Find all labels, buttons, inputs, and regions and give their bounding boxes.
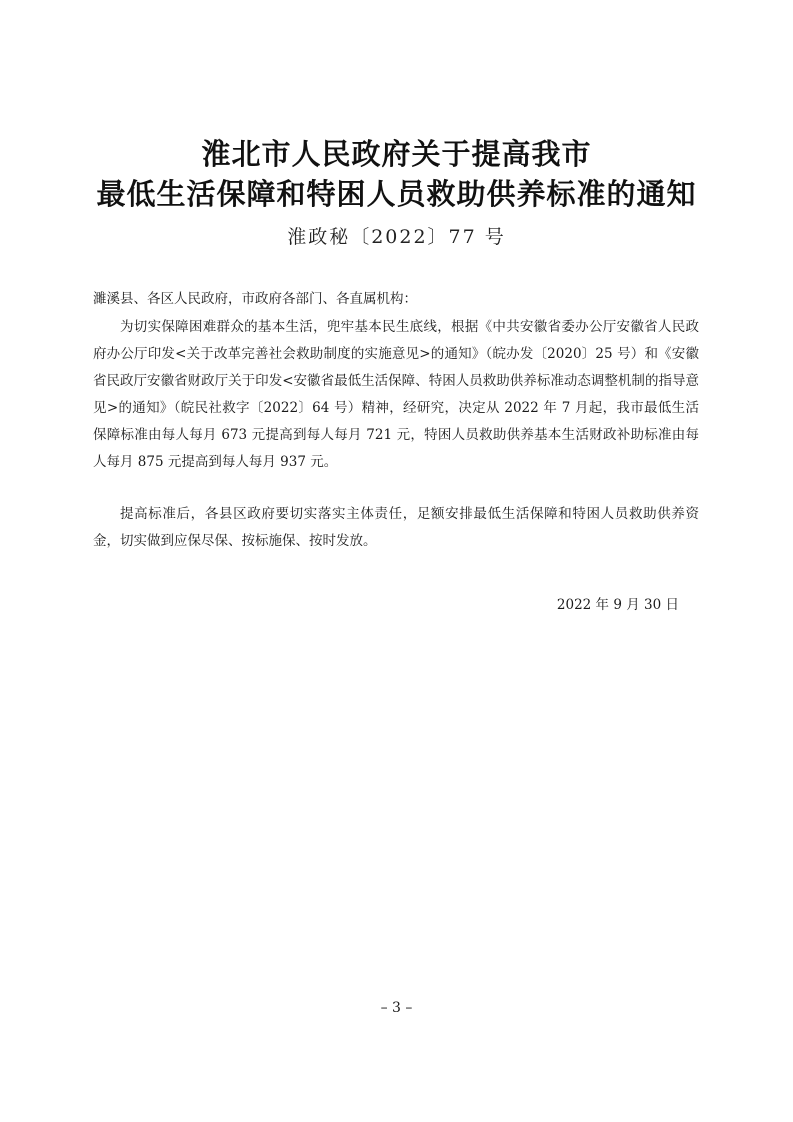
salutation: 濉溪县、各区人民政府，市政府各部门、各直属机构： (93, 291, 417, 307)
document-title-line-1: 淮北市人民政府关于提高我市 (201, 137, 592, 171)
paragraph-main: 为切实保障困难群众的基本生活，兜牢基本民生底线，根据《中共安徽省委办公厅安徽省人民政府办公厅印发<关于改革完善社会救助制度的实施意见>的通知》（皖办发〔2020〕25 号）和《安徽省民政厅安徽省财政厅关于印发<安徽省最低生活保障、特困人员救助供养标准动态调整机制的指导意见>的通知》（皖民社救字〔2022〕64 号）精神，经研究，决定从 2022 年 7 月起，我市最低生活保障标准由每人每月 673 元提高到每人每月 721 元，特困人员救助供养基本生活财政补助标准由每人每月 875 元提高到每人每月 937 元。 (93, 319, 699, 470)
paragraph-requirements: 提高标准后，各县区政府要切实落实主体责任，足额安排最低生活保障和特困人员救助供养资金，切实做到应保尽保、按标施保、按时发放。 (93, 506, 699, 549)
issue-date: 2022 年 9 月 30 日 (556, 597, 679, 613)
document-title-line-2: 最低生活保障和特困人员救助供养标准的通知 (96, 177, 697, 211)
document-number: 淮政秘〔2022〕77 号 (287, 226, 506, 248)
page-number: – 3 – (380, 1000, 413, 1016)
